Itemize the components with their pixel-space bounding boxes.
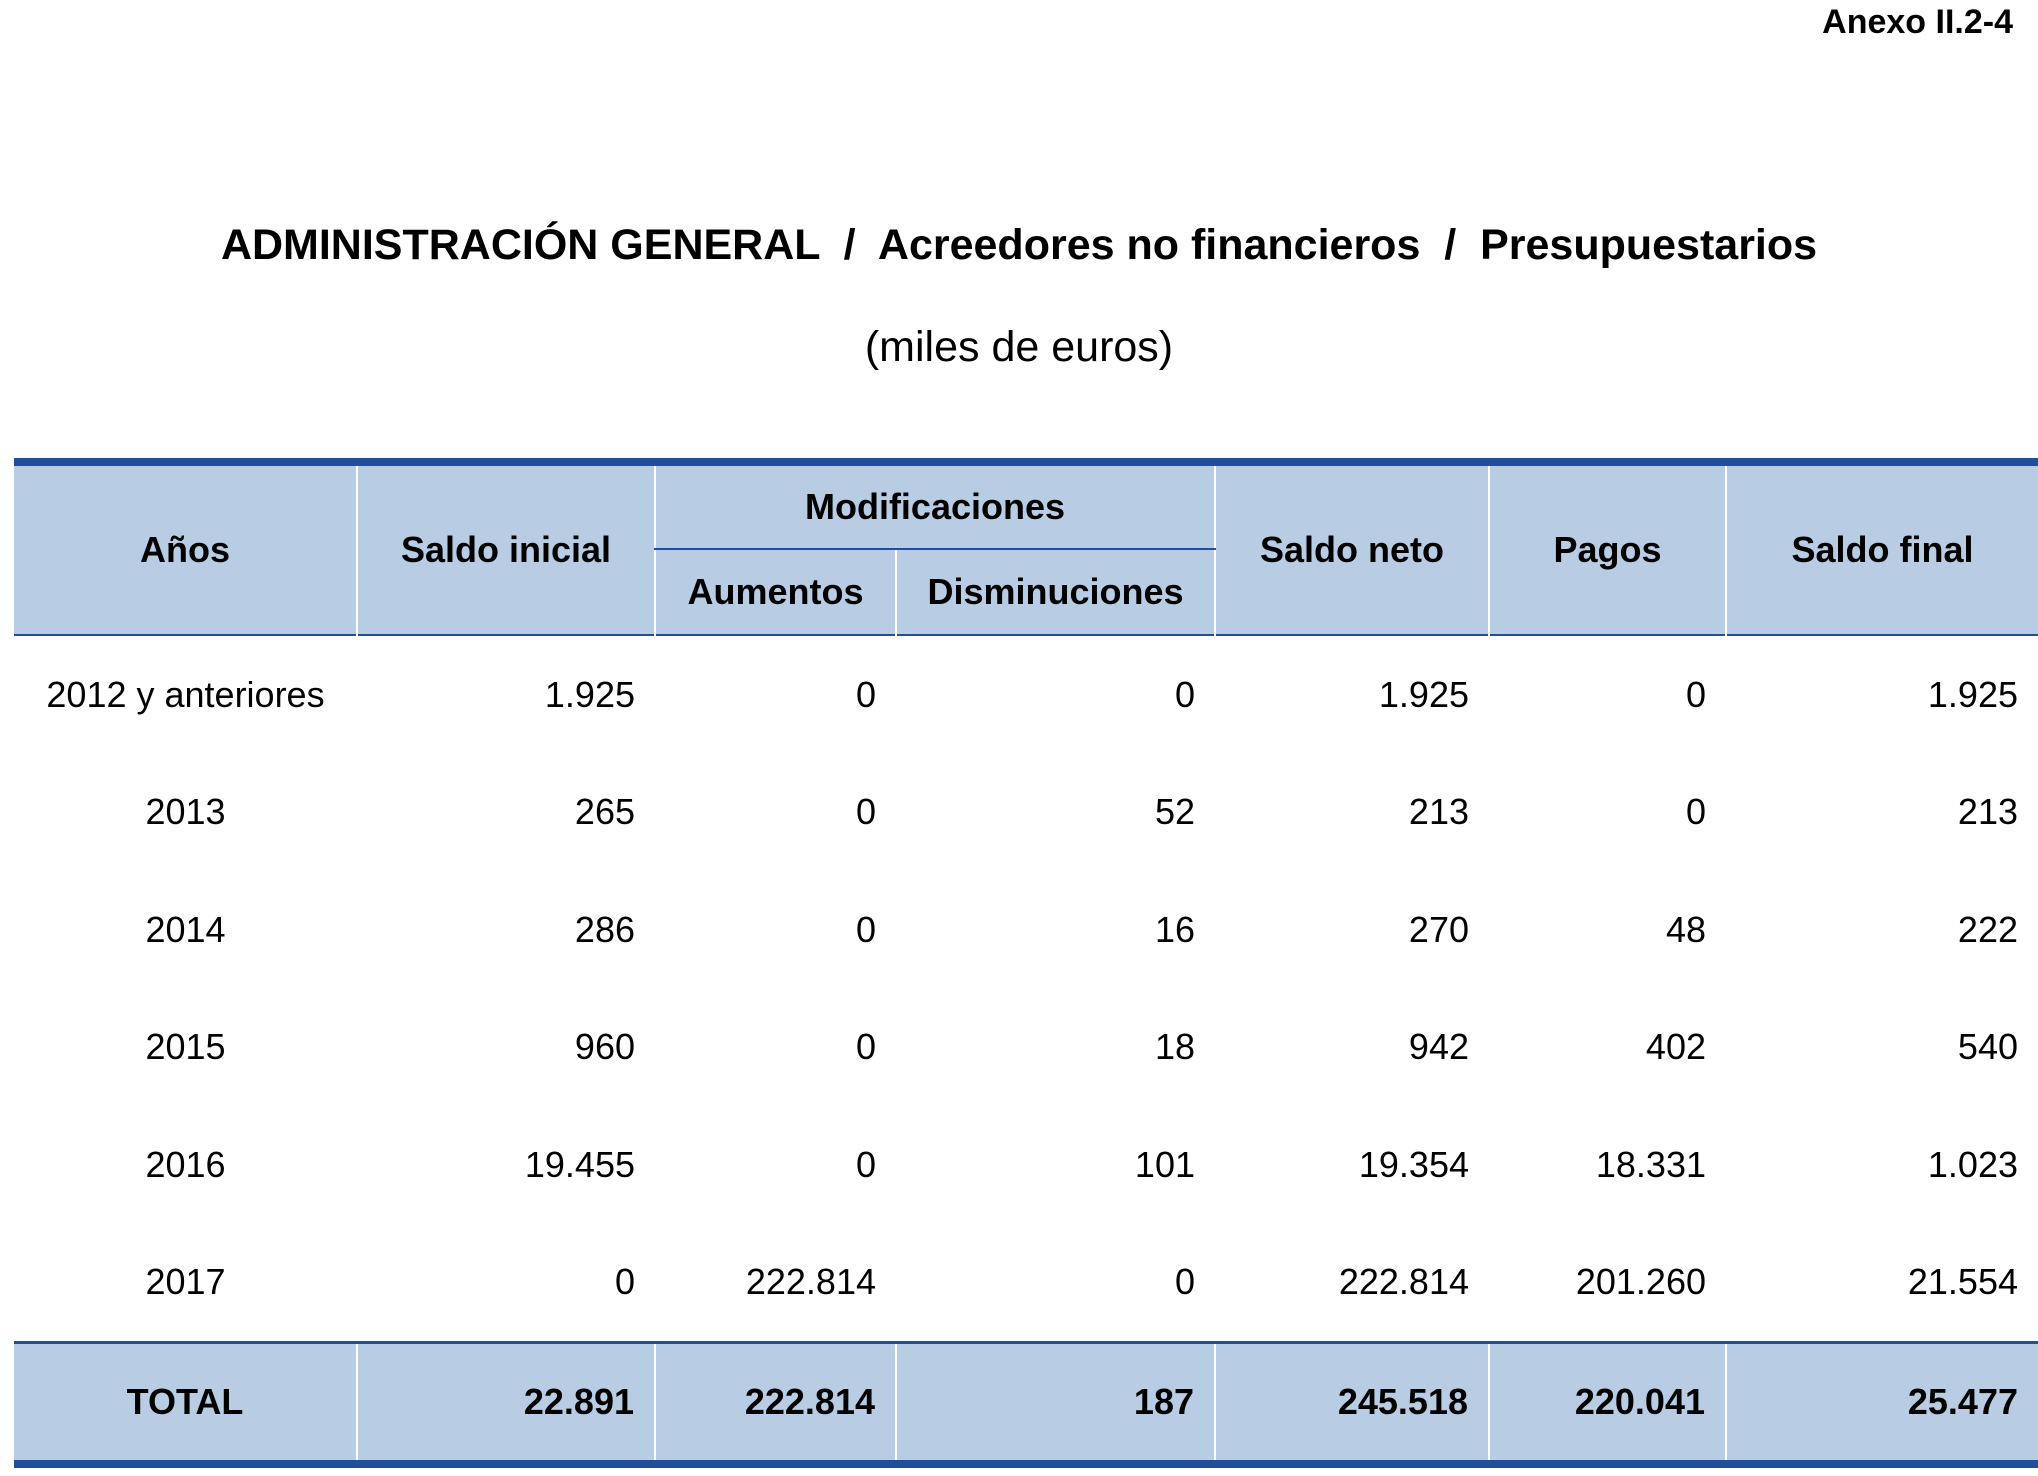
cell-aumentos: 222.814 — [745, 1261, 876, 1303]
table-row — [14, 871, 2038, 989]
cell-saldo-neto: 222.814 — [1338, 1261, 1469, 1303]
cell-saldo-inicial: 1.925 — [357, 635, 655, 754]
cell-saldo-neto: 942 — [1408, 1026, 1469, 1068]
cell-year: 2017 — [145, 1261, 226, 1303]
total-saldo-neto: 245.518 — [1215, 1343, 1489, 1465]
cell-pagos: 0 — [1489, 635, 1726, 754]
total-pagos: 220.041 — [1489, 1343, 1726, 1465]
cell-saldo-final: 1.925 — [1726, 635, 2038, 754]
table-row — [14, 635, 2038, 754]
table-row — [14, 1224, 2038, 1343]
cell-aumentos: 0 — [655, 635, 896, 754]
cell-disminuciones: 18 — [1154, 1026, 1195, 1068]
total-saldo-inicial: 22.891 — [357, 1343, 655, 1465]
header-modificaciones: Modificaciones — [655, 462, 1215, 549]
cell-pagos: 0 — [1685, 791, 1706, 833]
total-disminuciones: 187 — [896, 1343, 1215, 1465]
cell-aumentos: 0 — [855, 908, 876, 950]
cell-saldo-inicial: 0 — [614, 1261, 635, 1303]
cell-pagos: 18.331 — [1595, 1143, 1706, 1185]
cell-saldo-inicial: 19.455 — [524, 1143, 635, 1185]
cell-disminuciones: 52 — [1154, 791, 1195, 833]
cell-saldo-neto: 19.354 — [1358, 1143, 1469, 1185]
total-row — [14, 1343, 2038, 1465]
cell-saldo-neto: 270 — [1408, 908, 1469, 950]
header-aumentos: Aumentos — [655, 549, 896, 635]
table-row — [14, 1106, 2038, 1224]
cell-saldo-inicial: 265 — [574, 791, 635, 833]
cell-saldo-neto: 213 — [1408, 791, 1469, 833]
total-saldo-final: 25.477 — [1726, 1343, 2038, 1465]
cell-pagos: 48 — [1665, 908, 1706, 950]
cell-year: 2014 — [145, 908, 226, 950]
table-row — [14, 754, 2038, 872]
cell-disminuciones: 0 — [896, 635, 1215, 754]
cell-saldo-final: 540 — [1957, 1026, 2018, 1068]
cell-saldo-neto: 1.925 — [1215, 635, 1489, 754]
cell-year: 2013 — [145, 791, 226, 833]
cell-disminuciones: 101 — [1134, 1143, 1195, 1185]
cell-disminuciones: 0 — [1174, 1261, 1195, 1303]
annex-label: Anexo II.2-4 — [1822, 3, 2013, 41]
cell-saldo-final: 1.023 — [1927, 1143, 2018, 1185]
cell-disminuciones: 16 — [1154, 908, 1195, 950]
cell-saldo-final: 21.554 — [1907, 1261, 2018, 1303]
cell-aumentos: 0 — [855, 791, 876, 833]
header-saldo-neto: Saldo neto — [1215, 462, 1489, 635]
cell-year: 2015 — [145, 1026, 226, 1068]
page-title: ADMINISTRACIÓN GENERAL / Acreedores no financieros / Presupuestarios — [220, 221, 1818, 269]
header-saldo-inicial: Saldo inicial — [357, 462, 655, 635]
total-aumentos: 222.814 — [655, 1343, 896, 1465]
header-disminuciones: Disminuciones — [896, 549, 1215, 635]
cell-saldo-inicial: 960 — [574, 1026, 635, 1068]
header-saldo-final: Saldo final — [1726, 462, 2038, 635]
cell-year: 2016 — [145, 1143, 226, 1185]
cell-saldo-inicial: 286 — [574, 908, 635, 950]
cell-year: 2012 y anteriores — [14, 635, 357, 754]
header-years: Años — [14, 462, 357, 635]
cell-aumentos: 0 — [855, 1143, 876, 1185]
cell-aumentos: 0 — [855, 1026, 876, 1068]
header-pagos: Pagos — [1489, 462, 1726, 635]
table-row — [14, 989, 2038, 1107]
cell-pagos: 402 — [1645, 1026, 1706, 1068]
total-label: TOTAL — [14, 1343, 357, 1465]
cell-saldo-final: 213 — [1957, 791, 2018, 833]
cell-saldo-final: 222 — [1957, 908, 2018, 950]
creditors-table — [14, 458, 2038, 1468]
page-subtitle: (miles de euros) — [864, 323, 1174, 371]
cell-pagos: 201.260 — [1575, 1261, 1706, 1303]
